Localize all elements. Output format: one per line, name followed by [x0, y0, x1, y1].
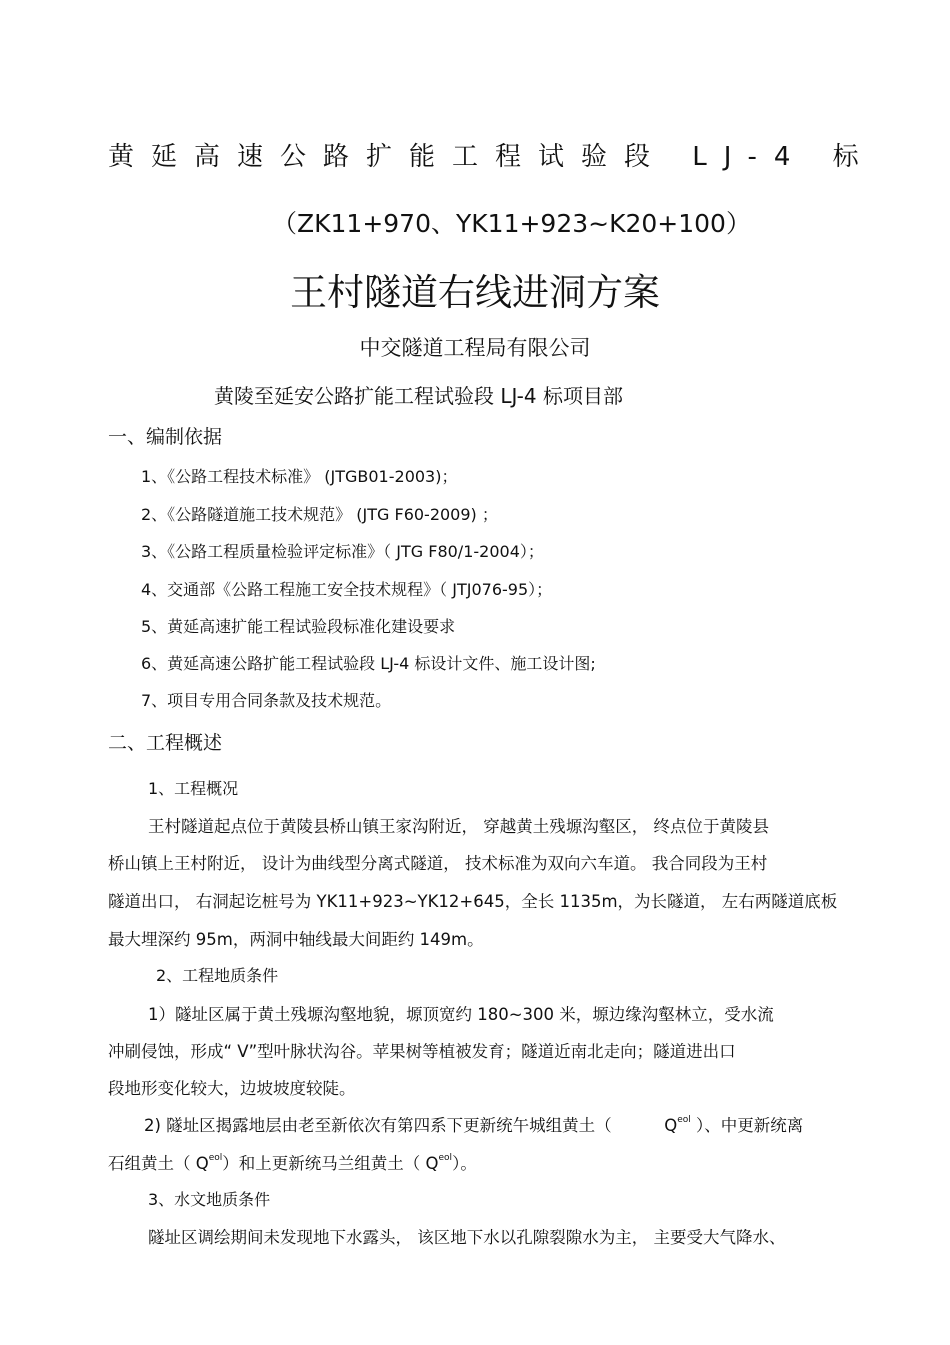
paragraph-line: 桥山镇上王村附近， 设计为曲线型分离式隧道， 技术标准为双向六车道。 我合同段为王村 [108, 854, 768, 873]
formula-superscript: eol [208, 1153, 223, 1163]
basis-item: 3、《公路工程质量检验评定标准》（ JTG F80/1-2004）； [141, 542, 544, 561]
section1-heading: 一、编制依据 [108, 426, 223, 448]
paragraph-line: 王村隧道起点位于黄陵县桥山镇王家沟附近， 穿越黄土残塬沟壑区， 终点位于黄陵县 [148, 817, 769, 836]
paragraph-line: 隧址区调绘期间未发现地下水露头， 该区地下水以孔隙裂隙水为主， 主要受大气降水、 [148, 1228, 786, 1247]
document-main-title: 王村隧道右线进洞方案 [290, 271, 660, 314]
subsection-heading: 3、水文地质条件 [148, 1190, 271, 1209]
paragraph-line: 1）隧址区属于黄土残塬沟壑地貌，塬顶宽约 180~300 米，塬边缘沟壑林立，受水流 [148, 1005, 774, 1024]
paragraph-line: 冲刷侵蚀，形成“ V”型叶脉状沟谷。苹果树等植被发育；隧道近南北走向；隧道进出口 [108, 1042, 736, 1061]
department-name: 黄陵至延安公路扩能工程试验段 LJ-4 标项目部 [214, 384, 623, 408]
formula-q: Q [664, 1116, 678, 1135]
subsection-heading: 2、工程地质条件 [156, 966, 279, 985]
basis-item: 2、《公路隧道施工技术规范》 (JTG F60-2009) ； [141, 505, 498, 524]
paragraph-line [144, 1112, 803, 1136]
paragraph-text: 石组黄土（ Q [108, 1154, 209, 1173]
paragraph-line: 段地形变化较大，边坡坡度较陡。 [108, 1079, 356, 1098]
basis-item: 4、交通部《公路工程施工安全技术规程》（ JTJ076-95）； [141, 580, 553, 599]
paragraph-line: 最大埋深约 95m，两洞中轴线最大间距约 149m。 [108, 930, 484, 949]
paragraph-text: 2) 隧址区揭露地层由老至新依次有第四系下更新统午城组黄土（ [144, 1116, 612, 1135]
company-name: 中交隧道工程局有限公司 [359, 336, 591, 360]
basis-item: 5、黄延高速扩能工程试验段标准化建设要求 [141, 617, 456, 636]
document-title-line1: 黄延高速公路扩能工程试验段 LJ-4 标 [108, 142, 876, 172]
basis-item: 7、项目专用合同条款及技术规范。 [141, 691, 392, 710]
basis-item: 6、黄延高速公路扩能工程试验段 LJ-4 标设计文件、施工设计图; [141, 654, 596, 673]
paragraph-text: ）和上更新统马兰组黄土（ Q [222, 1154, 439, 1173]
paragraph-text: ）、中更新统离 [695, 1116, 804, 1135]
formula-superscript: eol [438, 1153, 453, 1163]
basis-item: 1、《公路工程技术标准》 (JTGB01-2003)； [141, 467, 458, 486]
paragraph-text: ）。 [452, 1154, 477, 1173]
formula-superscript: eol [677, 1115, 691, 1125]
paragraph-line [108, 1150, 477, 1174]
document-title-line2: （ZK11+970、YK11+923~K20+100） [272, 209, 751, 238]
section2-heading: 二、工程概述 [108, 732, 223, 754]
paragraph-line: 隧道出口， 右洞起讫桩号为 YK11+923~YK12+645，全长 1135m，为长隧道， 左右两隧道底板 [108, 892, 838, 911]
subsection-heading: 1、工程概况 [148, 779, 239, 798]
